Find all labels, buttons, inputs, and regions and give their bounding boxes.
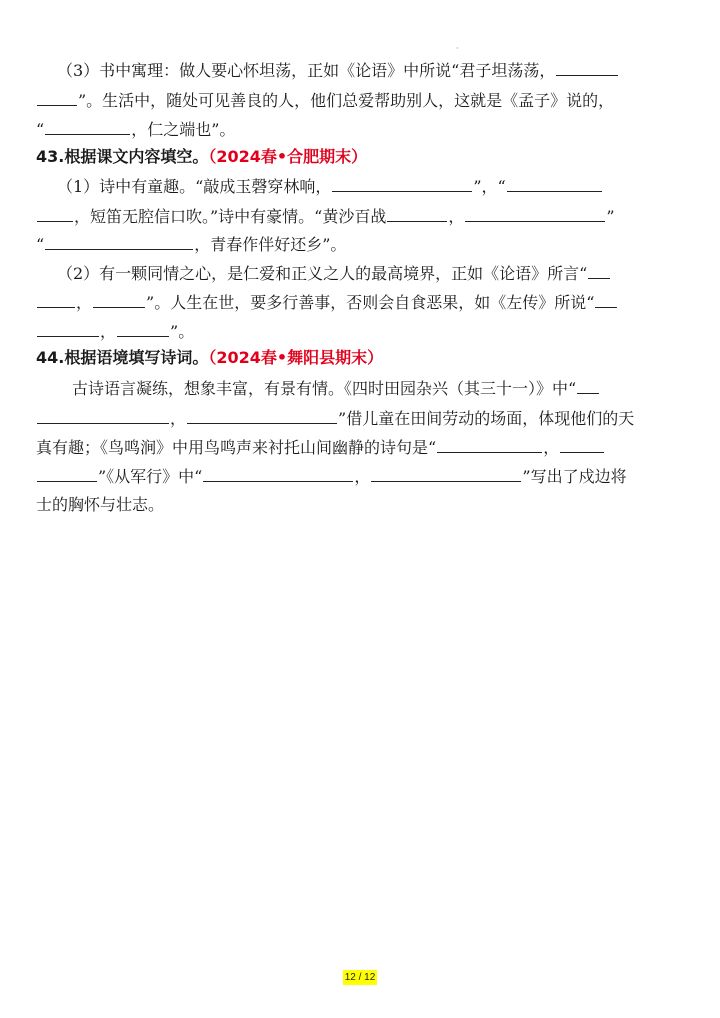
q44-line5: 士的胸怀与壮志。 [36,495,165,514]
q44-line3: 真有趣；《鸟鸣涧》中用鸟鸣声来衬托山间幽静的诗句是“ ， [36,437,692,458]
answer-blank[interactable] [37,321,99,337]
q43-part1-line1: （1）诗中有童趣。“敲成玉磬穿林响， ”，“ [57,176,692,197]
q43-part2-line3: ， ”。 [36,321,692,342]
q44-source: （2024春•舞阳县期末） [208,348,384,367]
q44-line1: 古诗语言凝练，想象丰富，有景有情。《四时田园杂兴（其三十一）》中“ [72,378,692,399]
q43-heading: 43.根据课文内容填空。（2024春•合肥期末） [36,147,368,166]
answer-blank[interactable] [560,437,604,453]
answer-blank[interactable] [117,321,169,337]
answer-blank[interactable] [187,408,337,424]
answer-blank[interactable] [37,292,75,308]
q43-part1-line3: “ ，青春作伴好还乡”。 [36,235,347,254]
q42-part3-line3: “ ，仁之端也”。 [36,120,236,139]
answer-blank[interactable] [45,119,130,135]
answer-blank[interactable] [37,466,97,482]
answer-blank[interactable] [37,90,77,106]
q43-part1-line2: ，短笛无腔信口吹。”诗中有豪情。“黄沙百战 ， ” [36,206,692,227]
q42-part3-line1: （3）书中寓理：做人要心怀坦荡，正如《论语》中所说“君子坦荡荡， [57,60,692,81]
q44-line4: ”《从军行》中“ ， ”写出了戍边将 [36,466,692,487]
answer-blank[interactable] [45,234,193,250]
answer-blank[interactable] [37,206,73,222]
answer-blank[interactable] [203,466,353,482]
q43-part2-line1: （2）有一颗同情之心，是仁爱和正义之人的最高境界，正如《论语》所言“ [57,263,692,284]
answer-blank[interactable] [556,60,618,76]
answer-blank[interactable] [595,292,617,308]
q44-heading: 44.根据语境填写诗词。（2024春•舞阳县期末） [36,348,384,367]
answer-blank[interactable] [93,292,145,308]
answer-blank[interactable] [37,408,169,424]
answer-blank[interactable] [465,206,605,222]
q42-part3-line2: ”。生活中，随处可见善良的人，他们总爱帮助别人，这就是《孟子》说的， [36,90,692,111]
answer-blank[interactable] [437,437,542,453]
answer-blank[interactable] [507,176,602,192]
stray-mark: · [456,44,459,53]
q44-line2: ， ”借儿童在田间劳动的场面，体现他们的天 [36,408,692,429]
answer-blank[interactable] [371,466,521,482]
answer-blank[interactable] [577,378,599,394]
answer-blank[interactable] [332,176,472,192]
answer-blank[interactable] [387,206,447,222]
page-number: 12 / 12 [344,972,376,983]
q43-source: （2024春•合肥期末） [208,147,368,166]
q43-part2-line2: ， ”。人生在世，要多行善事，否则会自食恶果，如《左传》所说“ [36,292,692,313]
answer-blank[interactable] [588,263,610,279]
